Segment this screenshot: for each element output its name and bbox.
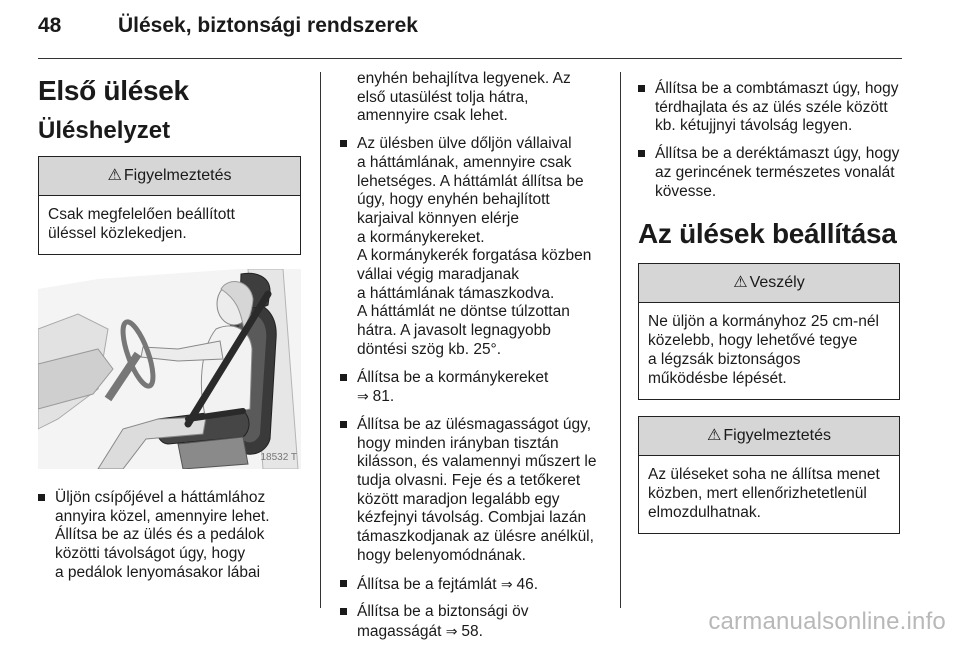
bullet-square-icon <box>38 494 45 501</box>
page-number: 48 <box>38 14 62 37</box>
warning-title: Figyelmeztetés <box>723 427 831 445</box>
arrow-reference-icon: ⇒ <box>500 575 517 592</box>
watermark: carmanualsonline.info <box>708 608 946 635</box>
list-item-text: Állítsa be a kormánykereket <box>357 368 549 386</box>
column-right <box>638 70 900 534</box>
warning-box-header <box>639 417 899 456</box>
instruction-list <box>340 135 602 642</box>
subsection-heading: Üléshelyzet <box>38 117 171 144</box>
arrow-reference-icon: ⇒ <box>357 388 373 405</box>
danger-text: Ne üljön a kormányhoz 25 cm-nél közelebb, hogy lehetővé tegye a légzsák biztonságos működésbe lépését. <box>648 313 879 388</box>
list-item <box>340 416 602 566</box>
list-item-text: Állítsa be a combtámaszt úgy, hogy térdhajlata és az ülés széle között kb. kétujjnyi távolság legyen. <box>655 80 899 135</box>
warning-triangle-icon: ⚠ <box>107 167 122 184</box>
continued-text: enyhén behajlítva legyenek. Az első utasülést tolja hátra, amennyire csak lehet. <box>357 70 571 125</box>
danger-box-header <box>639 264 899 303</box>
danger-box <box>638 263 900 400</box>
instruction-list <box>38 489 301 583</box>
page-reference-link[interactable]: 58. <box>461 622 483 640</box>
column-middle <box>340 70 602 651</box>
list-item-text: Állítsa be a biztonsági öv magasságát <box>357 603 529 640</box>
warning-box <box>638 416 900 534</box>
list-item <box>340 603 602 641</box>
list-item <box>340 135 602 359</box>
header-rule <box>38 58 902 59</box>
column-divider <box>620 72 621 608</box>
warning-triangle-icon: ⚠ <box>707 427 722 445</box>
danger-title: Veszély <box>749 274 805 292</box>
bullet-square-icon <box>340 140 347 147</box>
instruction-list <box>638 80 900 201</box>
page-header-title: Ülések, biztonsági rendszerek <box>118 14 418 37</box>
section-heading: Első ülések <box>38 75 189 106</box>
page-reference-link[interactable]: 81. <box>372 388 395 406</box>
list-item <box>638 80 900 136</box>
page-reference-link[interactable]: 46. <box>516 575 539 593</box>
list-item-text: Állítsa be az ülésmagasságot úgy, hogy minden irányban tisztán kilásson, és valamennyi műszert le tudja olvasni. Feje és a tetőkeret között maradjon legalább egy kézfejnyi távolság. Combjai lazán támaszkodjanak az ülésre anélkül, hogy belenyomódnának. <box>357 415 597 564</box>
seating-position-illustration <box>38 269 301 469</box>
list-item <box>638 145 900 201</box>
image-code: 18532 T <box>260 452 297 463</box>
list-item-text: Üljön csípőjével a háttámlához annyira közel, amennyire lehet. Állítsa be az ülés és a pedálok közötti távolságot úgy, hogy a pedálok lenyomásakor lábai <box>55 489 270 581</box>
warning-title: Figyelmeztetés <box>123 167 232 184</box>
warning-text: Az üléseket soha ne állítsa menet közben, mert ellenőrizhetetlenül elmozdulhatnak. <box>648 466 880 522</box>
bullet-square-icon <box>638 85 645 92</box>
section-heading: Az ülések beállítása <box>638 218 897 250</box>
bullet-square-icon <box>340 421 347 428</box>
list-item <box>38 489 301 583</box>
list-item-text: Állítsa be a fejtámlát <box>357 575 501 593</box>
warning-text: Csak megfelelően beállított üléssel közlekedjen. <box>48 206 235 242</box>
column-divider <box>320 72 321 608</box>
driver-seat-illustration <box>38 269 301 469</box>
list-item <box>340 369 602 407</box>
warning-box-header <box>39 157 300 196</box>
bullet-square-icon <box>340 580 347 587</box>
warning-triangle-icon: ⚠ <box>733 274 748 292</box>
warning-box <box>38 156 301 255</box>
list-item-text: Az ülésben ülve dőljön vállaival a háttámlának, amennyire csak lehetséges. A háttámlát állítsa be úgy, hogy enyhén behajlított karjaival könnyen elérje a kormánykereket. A kormánykerék forgatása közben vállai végig maradjanak a háttámlának támaszkodva. A háttámlát ne döntse túlzottan hátra. A javasolt legnagyobb döntési szög kb. 25°. <box>357 135 592 358</box>
bullet-square-icon <box>340 374 347 381</box>
list-item <box>340 575 602 595</box>
bullet-square-icon <box>638 150 645 157</box>
arrow-reference-icon: ⇒ <box>445 622 462 639</box>
list-item-text: Állítsa be a deréktámaszt úgy, hogy az gerincének természetes vonalát kövesse. <box>655 145 900 200</box>
column-left <box>38 70 301 592</box>
bullet-square-icon <box>340 608 347 615</box>
